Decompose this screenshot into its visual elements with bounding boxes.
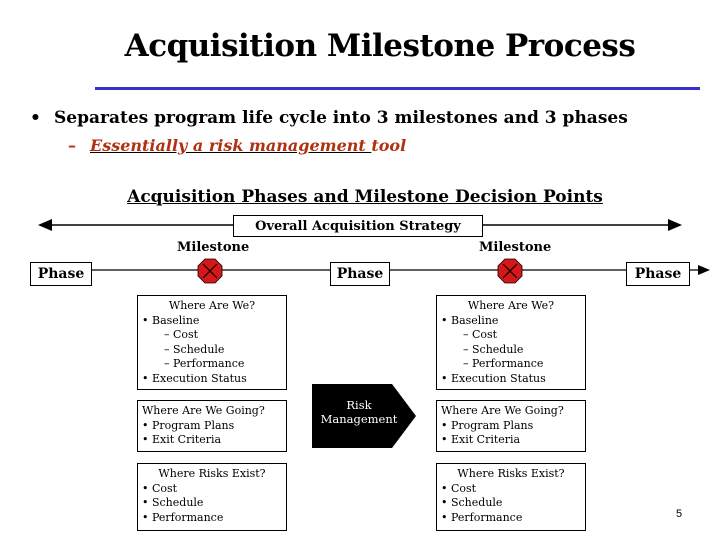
risk-label-line-1: Risk	[346, 398, 372, 412]
milestone-stop-sign-2	[498, 259, 522, 283]
box-subitem: – Cost	[463, 328, 498, 341]
box-item: • Baseline	[441, 313, 499, 327]
milestone-label-1: Milestone	[177, 240, 250, 255]
box-item: • Cost	[142, 481, 178, 495]
milestone-stop-sign-1	[198, 259, 222, 283]
box-heading: Where Are We Going?	[142, 404, 265, 417]
box-item: • Cost	[441, 481, 477, 495]
box-item: • Execution Status	[441, 371, 546, 385]
diagram-title: Acquisition Phases and Milestone Decision Points	[127, 187, 603, 207]
bullet-text: Separates program life cycle into 3 milestones and 3 phases	[54, 108, 628, 128]
box-heading: Where Risks Exist?	[457, 467, 565, 480]
box-item: • Schedule	[441, 496, 503, 509]
phase-box-1: Phase	[30, 262, 92, 286]
right-where-going-box	[436, 400, 586, 452]
bullet-marker: •	[30, 108, 41, 128]
box-item: • Execution Status	[142, 371, 247, 385]
box-subitem: – Schedule	[463, 342, 524, 356]
box-item: • Performance	[441, 510, 523, 524]
right-where-are-we-box	[436, 295, 586, 390]
box-item: • Exit Criteria	[142, 433, 222, 446]
box-subitem: – Schedule	[164, 342, 225, 356]
left-where-are-we-box	[137, 295, 287, 390]
risk-management-label	[312, 398, 406, 426]
box-item: • Program Plans	[142, 418, 235, 432]
milestone-label-2: Milestone	[479, 240, 552, 255]
box-item: • Program Plans	[441, 418, 534, 432]
timeline-arrow	[86, 265, 710, 275]
box-subitem: – Performance	[164, 357, 245, 370]
box-item: • Schedule	[142, 496, 204, 509]
sub-bullet-marker: –	[68, 136, 76, 155]
sub-bullet-underlined-text: Essentially a risk management	[90, 136, 372, 155]
box-heading: Where Are We Going?	[441, 404, 564, 417]
left-where-risks-box	[137, 463, 287, 531]
phase-box-3: Phase	[626, 262, 690, 286]
box-item: • Baseline	[142, 313, 200, 327]
left-where-going-box	[137, 400, 287, 452]
box-item: • Exit Criteria	[441, 433, 521, 446]
right-where-risks-box	[436, 463, 586, 531]
box-subitem: – Performance	[463, 357, 544, 370]
box-heading: Where Are We?	[467, 299, 555, 312]
phase-box-2: Phase	[330, 262, 390, 286]
box-heading: Where Risks Exist?	[158, 467, 266, 480]
page-number: 5	[676, 508, 683, 520]
risk-label-line-2: Management	[320, 412, 398, 426]
box-item: • Performance	[142, 510, 224, 524]
box-heading: Where Are We?	[168, 299, 256, 312]
box-subitem: – Cost	[164, 328, 199, 341]
sub-bullet-text: tool	[371, 136, 407, 155]
slide-title: Acquisition Milestone Process	[124, 28, 636, 64]
strategy-label: Overall Acquisition Strategy	[233, 215, 483, 237]
